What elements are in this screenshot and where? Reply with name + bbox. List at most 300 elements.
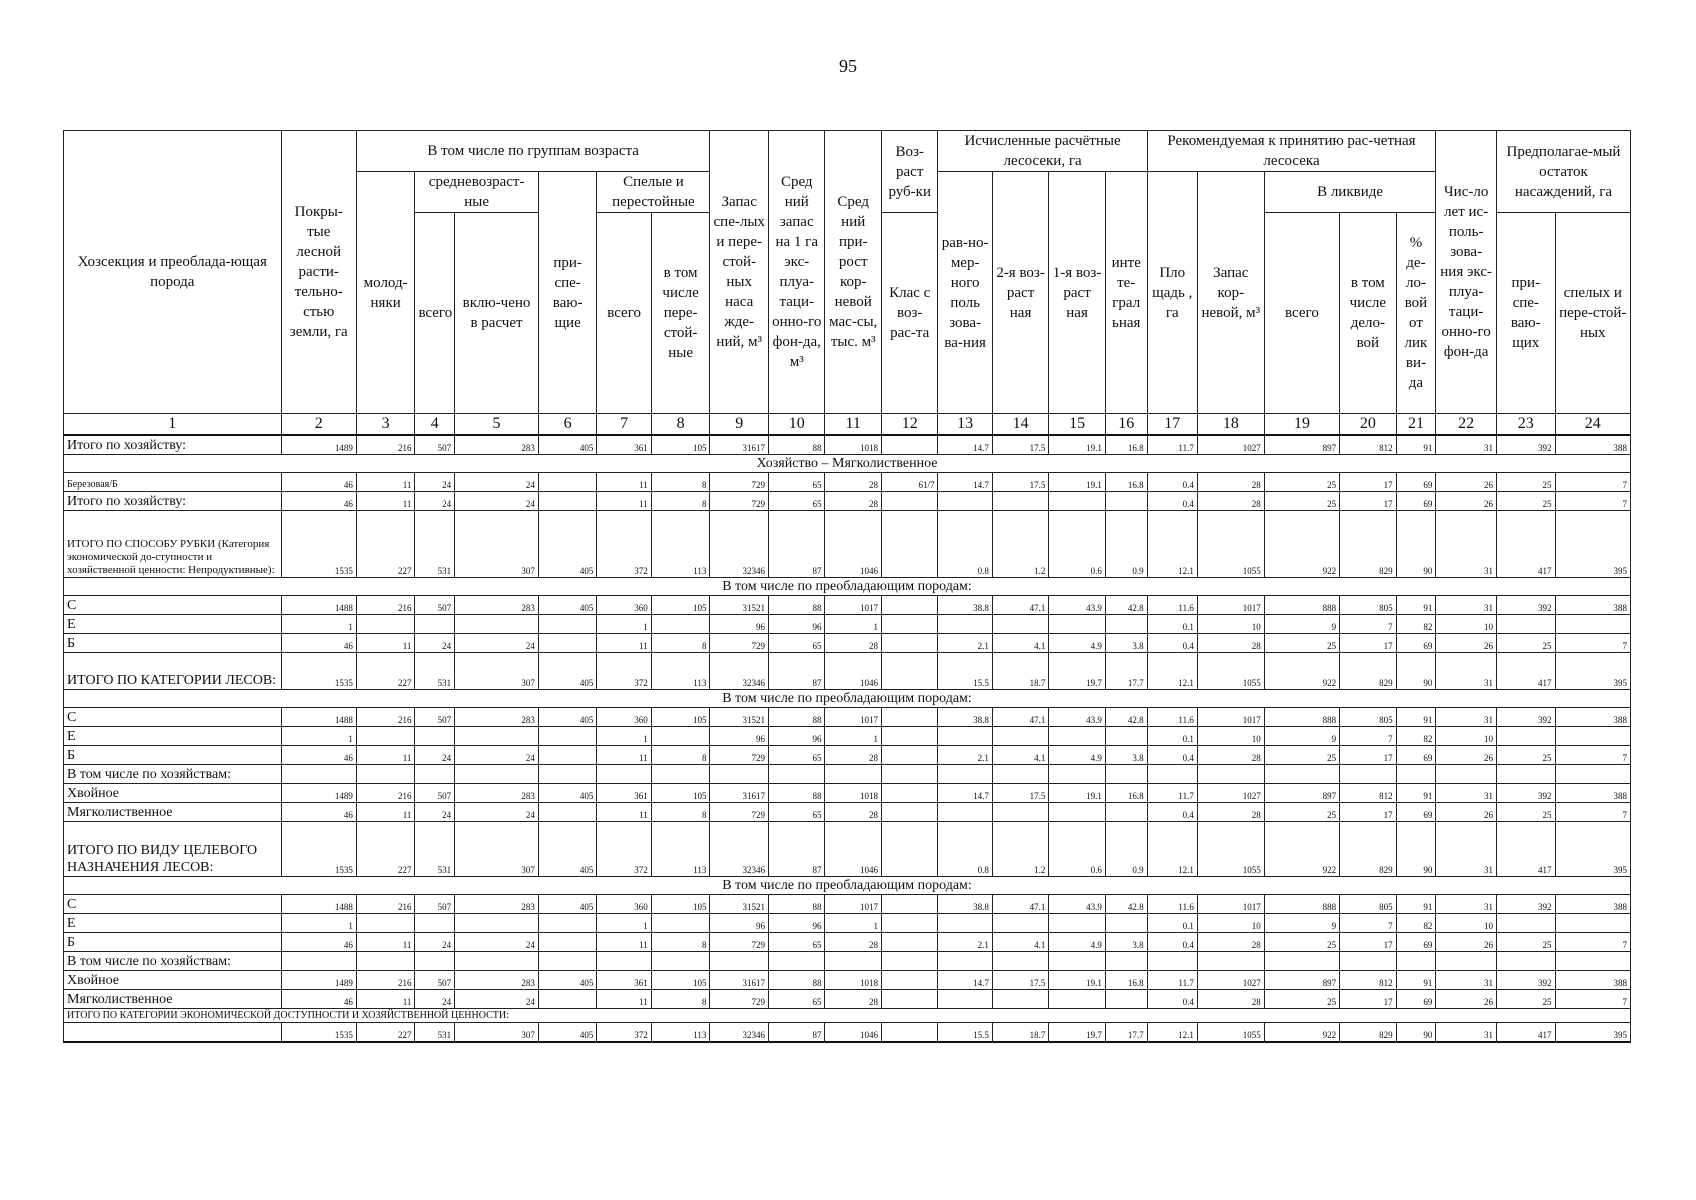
table-cell: 69 xyxy=(1396,933,1436,952)
table-cell xyxy=(1105,990,1147,1009)
table-cell: 18.7 xyxy=(992,653,1048,690)
table-cell: 1535 xyxy=(281,1023,356,1043)
table-cell: 11.7 xyxy=(1147,971,1197,990)
table-cell: 7 xyxy=(1555,473,1630,492)
table-cell: 11 xyxy=(356,473,415,492)
table-cell: 829 xyxy=(1340,822,1396,877)
table-cell: 88 xyxy=(769,435,825,455)
table-cell: 24 xyxy=(415,933,455,952)
row-label: Е xyxy=(64,615,282,634)
table-cell: 47.1 xyxy=(992,895,1048,914)
table-cell: 19.1 xyxy=(1049,784,1105,803)
table-cell: 17.5 xyxy=(992,784,1048,803)
column-number: 4 xyxy=(415,414,455,436)
table-cell: 1535 xyxy=(281,511,356,578)
table-cell: 216 xyxy=(356,435,415,455)
table-cell xyxy=(1496,914,1555,933)
table-cell: 729 xyxy=(710,473,769,492)
table-cell: 90 xyxy=(1396,653,1436,690)
table-cell xyxy=(938,615,992,634)
table-cell: 283 xyxy=(455,784,539,803)
table-cell: 0.4 xyxy=(1147,492,1197,511)
table-cell: 25 xyxy=(1496,634,1555,653)
header-young-stands: молод-няки xyxy=(356,172,415,414)
table-cell: 24 xyxy=(415,990,455,1009)
table-cell: 46 xyxy=(281,803,356,822)
table-cell xyxy=(538,473,597,492)
row-label: В том числе по хозяйствам: xyxy=(64,765,282,784)
table-cell: 11 xyxy=(356,803,415,822)
table-cell: 11.6 xyxy=(1147,708,1197,727)
table-cell: 405 xyxy=(538,822,597,877)
table-cell xyxy=(538,492,597,511)
table-cell: 42.8 xyxy=(1105,708,1147,727)
table-cell: 1 xyxy=(597,727,651,746)
table-cell: 0.9 xyxy=(1105,511,1147,578)
table-cell: 8 xyxy=(651,634,710,653)
table-cell: 11 xyxy=(597,803,651,822)
table-row xyxy=(64,473,1631,492)
table-cell: 507 xyxy=(415,596,455,615)
table-cell xyxy=(1049,803,1105,822)
header-second-age: 2-я воз-раст ная xyxy=(992,172,1048,414)
table-cell: 1046 xyxy=(825,1023,881,1043)
table-cell: 922 xyxy=(1264,511,1339,578)
table-cell: 405 xyxy=(538,653,597,690)
table-cell: 17 xyxy=(1340,990,1396,1009)
table-cell: 65 xyxy=(769,492,825,511)
table-cell: 26 xyxy=(1436,492,1497,511)
table-cell xyxy=(356,914,415,933)
table-row xyxy=(64,708,1631,727)
page-number: 95 xyxy=(839,56,857,76)
table-cell: 26 xyxy=(1436,634,1497,653)
table-cell xyxy=(1049,952,1105,971)
table-cell: 28 xyxy=(825,746,881,765)
table-cell: 28 xyxy=(1197,803,1264,822)
table-cell xyxy=(710,952,769,971)
table-cell: 0.4 xyxy=(1147,473,1197,492)
table-cell xyxy=(881,596,937,615)
table-cell: 8 xyxy=(651,473,710,492)
table-cell: 88 xyxy=(769,895,825,914)
table-cell: 405 xyxy=(538,895,597,914)
table-cell xyxy=(769,765,825,784)
column-number: 21 xyxy=(1396,414,1436,436)
column-number: 19 xyxy=(1264,414,1339,436)
table-cell: 392 xyxy=(1496,784,1555,803)
table-cell: 24 xyxy=(415,746,455,765)
table-cell xyxy=(881,511,937,578)
table-cell xyxy=(1049,765,1105,784)
table-row xyxy=(64,746,1631,765)
table-cell: 1 xyxy=(281,727,356,746)
table-cell: 17.5 xyxy=(992,971,1048,990)
section-heading: ИТОГО ПО КАТЕГОРИИ ЭКОНОМИЧЕСКОЙ ДОСТУПНОСТИ И ХОЗЯЙСТВЕННОЙ ЦЕННОСТИ: xyxy=(64,1009,1631,1023)
table-cell: 283 xyxy=(455,596,539,615)
table-cell xyxy=(281,952,356,971)
table-cell: 24 xyxy=(455,990,539,1009)
header-avg-growth: Сред ний при-рост кор-невой мас-сы, тыс. м³ xyxy=(825,131,881,414)
table-cell: 1535 xyxy=(281,822,356,877)
table-cell: 392 xyxy=(1496,435,1555,455)
table-cell: 922 xyxy=(1264,653,1339,690)
table-cell xyxy=(1340,952,1396,971)
column-number: 5 xyxy=(455,414,539,436)
table-cell: 31521 xyxy=(710,895,769,914)
table-cell: 360 xyxy=(597,895,651,914)
header-premature: при-спе-ваю-щие xyxy=(538,172,597,414)
table-cell: 14.7 xyxy=(938,784,992,803)
table-cell: 1 xyxy=(825,615,881,634)
table-cell: 31521 xyxy=(710,708,769,727)
table-cell: 113 xyxy=(651,511,710,578)
table-cell: 829 xyxy=(1340,1023,1396,1043)
table-cell: 0.4 xyxy=(1147,990,1197,1009)
table-cell: 28 xyxy=(1197,990,1264,1009)
table-cell: 28 xyxy=(825,933,881,952)
table-cell: 31521 xyxy=(710,596,769,615)
table-cell: 1017 xyxy=(1197,596,1264,615)
table-cell xyxy=(992,952,1048,971)
table-cell: 1 xyxy=(825,914,881,933)
table-cell xyxy=(881,803,937,822)
table-cell: 1055 xyxy=(1197,822,1264,877)
table-row xyxy=(64,596,1631,615)
table-cell: 91 xyxy=(1396,435,1436,455)
table-row xyxy=(64,653,1631,690)
table-cell: 14.7 xyxy=(938,971,992,990)
table-cell: 14.7 xyxy=(938,473,992,492)
table-cell: 805 xyxy=(1340,708,1396,727)
table-cell: 32346 xyxy=(710,822,769,877)
table-cell: 19.1 xyxy=(1049,971,1105,990)
table-cell: 10 xyxy=(1197,727,1264,746)
table-row xyxy=(64,727,1631,746)
table-cell xyxy=(415,727,455,746)
table-cell: 1055 xyxy=(1197,653,1264,690)
table-cell: 19.7 xyxy=(1049,1023,1105,1043)
table-cell: 19.7 xyxy=(1049,653,1105,690)
column-number: 13 xyxy=(938,414,992,436)
table-cell: 829 xyxy=(1340,653,1396,690)
table-cell: 69 xyxy=(1396,990,1436,1009)
table-cell xyxy=(538,746,597,765)
table-cell: 87 xyxy=(769,1023,825,1043)
table-cell: 25 xyxy=(1496,990,1555,1009)
forest-fund-table xyxy=(63,130,1631,1043)
table-cell: 0.1 xyxy=(1147,727,1197,746)
table-cell: 91 xyxy=(1396,971,1436,990)
table-cell: 87 xyxy=(769,822,825,877)
table-cell: 0.8 xyxy=(938,511,992,578)
column-number: 8 xyxy=(651,414,710,436)
table-cell: 25 xyxy=(1496,492,1555,511)
row-label: Мягколиственное xyxy=(64,990,282,1009)
table-cell xyxy=(1496,727,1555,746)
section-heading: В том числе по преобладающим породам: xyxy=(64,578,1631,596)
table-cell: 7 xyxy=(1555,990,1630,1009)
table-cell: 46 xyxy=(281,746,356,765)
table-cell: 283 xyxy=(455,971,539,990)
table-cell: 216 xyxy=(356,596,415,615)
table-cell xyxy=(1105,803,1147,822)
table-cell: 12.1 xyxy=(1147,511,1197,578)
table-cell: 96 xyxy=(769,914,825,933)
table-cell: 729 xyxy=(710,803,769,822)
table-cell: 372 xyxy=(597,653,651,690)
table-cell xyxy=(938,952,992,971)
table-cell: 405 xyxy=(538,1023,597,1043)
table-cell: 8 xyxy=(651,803,710,822)
table-cell: 388 xyxy=(1555,435,1630,455)
header-ripe-stock: Запас спе-лых и пере-стой-ных наса жде-ний, м³ xyxy=(710,131,769,414)
section-heading-row xyxy=(64,455,1631,473)
table-cell: 388 xyxy=(1555,784,1630,803)
header-liquid-business: в том числе дело-вой xyxy=(1340,213,1396,414)
column-number: 16 xyxy=(1105,414,1147,436)
row-label: Мягколиственное xyxy=(64,803,282,822)
table-cell xyxy=(992,803,1048,822)
table-cell xyxy=(538,914,597,933)
table-cell: 43.9 xyxy=(1049,895,1105,914)
table-cell xyxy=(881,971,937,990)
table-cell: 10 xyxy=(1436,914,1497,933)
table-cell: 28 xyxy=(1197,746,1264,765)
table-cell: 0.8 xyxy=(938,822,992,877)
table-cell: 28 xyxy=(825,990,881,1009)
column-number: 3 xyxy=(356,414,415,436)
table-cell: 12.1 xyxy=(1147,1023,1197,1043)
table-cell xyxy=(1049,990,1105,1009)
header-age-groups: В том числе по группам возраста xyxy=(356,131,710,172)
table-cell: 16.8 xyxy=(1105,784,1147,803)
table-cell: 7 xyxy=(1555,492,1630,511)
table-cell: 24 xyxy=(415,634,455,653)
header-area: Пло щадь , га xyxy=(1147,172,1197,414)
table-cell: 31 xyxy=(1436,1023,1497,1043)
table-cell: 405 xyxy=(538,784,597,803)
table-cell xyxy=(356,727,415,746)
table-cell: 25 xyxy=(1264,990,1339,1009)
section-heading: Хозяйство – Мягколиственное xyxy=(64,455,1631,473)
table-cell xyxy=(281,765,356,784)
table-cell: 16.8 xyxy=(1105,473,1147,492)
table-cell: 7 xyxy=(1340,727,1396,746)
table-cell: 17.7 xyxy=(1105,653,1147,690)
table-cell: 8 xyxy=(651,492,710,511)
row-label: Хвойное xyxy=(64,784,282,803)
table-cell xyxy=(1555,727,1630,746)
table-cell: 388 xyxy=(1555,596,1630,615)
table-cell: 1017 xyxy=(825,895,881,914)
table-cell: 283 xyxy=(455,895,539,914)
table-cell xyxy=(356,952,415,971)
table-cell xyxy=(881,990,937,1009)
table-cell: 10 xyxy=(1197,914,1264,933)
table-cell: 16.8 xyxy=(1105,435,1147,455)
header-remain-premature: при-спе-ваю-щих xyxy=(1496,213,1555,414)
table-cell: 31 xyxy=(1436,435,1497,455)
table-cell: 7 xyxy=(1340,615,1396,634)
table-cell: 283 xyxy=(455,708,539,727)
table-cell: 69 xyxy=(1396,634,1436,653)
table-cell: 82 xyxy=(1396,615,1436,634)
table-cell xyxy=(825,765,881,784)
table-cell: 28 xyxy=(1197,492,1264,511)
table-cell: 47.1 xyxy=(992,708,1048,727)
table-cell xyxy=(1105,914,1147,933)
table-cell xyxy=(881,634,937,653)
table-cell: 65 xyxy=(769,933,825,952)
row-label: Итого по хозяйству: xyxy=(64,435,282,455)
table-cell xyxy=(415,914,455,933)
table-cell xyxy=(1396,765,1436,784)
table-cell: 897 xyxy=(1264,971,1339,990)
table-cell: 105 xyxy=(651,784,710,803)
table-cell: 9 xyxy=(1264,727,1339,746)
table-cell: 65 xyxy=(769,990,825,1009)
table-cell: 25 xyxy=(1496,933,1555,952)
table-cell: 25 xyxy=(1496,803,1555,822)
section-heading-row xyxy=(64,578,1631,596)
table-cell: 96 xyxy=(710,615,769,634)
table-cell: 1489 xyxy=(281,435,356,455)
table-row xyxy=(64,822,1631,877)
table-cell: 17 xyxy=(1340,492,1396,511)
table-cell: 19.1 xyxy=(1049,435,1105,455)
header-middle-aged: средневозраст-ные xyxy=(415,172,538,213)
row-label: С xyxy=(64,895,282,914)
section-heading-row xyxy=(64,690,1631,708)
table-cell: 38.8 xyxy=(938,596,992,615)
table-cell: 1489 xyxy=(281,971,356,990)
table-cell: 28 xyxy=(1197,473,1264,492)
table-cell: 392 xyxy=(1496,596,1555,615)
table-cell xyxy=(1496,952,1555,971)
table-cell xyxy=(938,765,992,784)
table-cell: 43.9 xyxy=(1049,596,1105,615)
table-cell: 11 xyxy=(356,634,415,653)
table-cell: 405 xyxy=(538,596,597,615)
table-cell: 897 xyxy=(1264,784,1339,803)
table-cell xyxy=(992,492,1048,511)
table-cell: 31 xyxy=(1436,596,1497,615)
table-cell: 372 xyxy=(597,1023,651,1043)
table-cell: 7 xyxy=(1555,933,1630,952)
table-cell: 729 xyxy=(710,492,769,511)
row-label: Б xyxy=(64,933,282,952)
header-remain-ripe: спелых и пере-стой-ных xyxy=(1555,213,1630,414)
table-cell: 46 xyxy=(281,473,356,492)
table-cell: 8 xyxy=(651,990,710,1009)
table-cell: 69 xyxy=(1396,803,1436,822)
table-row xyxy=(64,511,1631,578)
table-cell xyxy=(538,634,597,653)
table-cell: 11 xyxy=(356,492,415,511)
table-cell: 392 xyxy=(1496,708,1555,727)
table-cell: 2.1 xyxy=(938,634,992,653)
table-cell: 65 xyxy=(769,634,825,653)
table-cell: 3.8 xyxy=(1105,634,1147,653)
table-cell: 227 xyxy=(356,511,415,578)
table-cell: 1 xyxy=(597,615,651,634)
table-cell: 531 xyxy=(415,511,455,578)
table-cell: 388 xyxy=(1555,971,1630,990)
table-cell: 11.6 xyxy=(1147,895,1197,914)
table-row xyxy=(64,1023,1631,1043)
header-overmature: в том числе пере-стой-ные xyxy=(651,213,710,414)
table-cell xyxy=(1049,615,1105,634)
row-label: Хвойное xyxy=(64,971,282,990)
table-cell: 11.7 xyxy=(1147,784,1197,803)
table-cell xyxy=(538,727,597,746)
column-number: 22 xyxy=(1436,414,1497,436)
table-row xyxy=(64,492,1631,511)
table-cell: 90 xyxy=(1396,822,1436,877)
table-cell xyxy=(938,492,992,511)
column-number: 6 xyxy=(538,414,597,436)
table-cell xyxy=(455,952,539,971)
table-cell: 7 xyxy=(1340,914,1396,933)
table-cell xyxy=(356,615,415,634)
row-label: ИТОГО ПО ВИДУ ЦЕЛЕВОГО НАЗНАЧЕНИЯ ЛЕСОВ: xyxy=(64,822,282,877)
table-cell xyxy=(1197,952,1264,971)
table-row xyxy=(64,990,1631,1009)
section-heading-row xyxy=(64,877,1631,895)
header-ripe-total: всего xyxy=(597,213,651,414)
table-cell: 922 xyxy=(1264,1023,1339,1043)
table-cell: 4.9 xyxy=(1049,634,1105,653)
table-cell xyxy=(1264,765,1339,784)
table-cell xyxy=(1555,765,1630,784)
table-cell: 1017 xyxy=(1197,895,1264,914)
table-cell xyxy=(1105,492,1147,511)
table-cell: 28 xyxy=(825,492,881,511)
table-cell: 0.4 xyxy=(1147,803,1197,822)
table-cell: 0.4 xyxy=(1147,746,1197,765)
table-cell: 96 xyxy=(769,727,825,746)
table-cell: 90 xyxy=(1396,511,1436,578)
table-cell: 32346 xyxy=(710,511,769,578)
table-cell: 227 xyxy=(356,653,415,690)
table-cell: 28 xyxy=(825,803,881,822)
table-cell: 87 xyxy=(769,653,825,690)
table-cell: 31 xyxy=(1436,971,1497,990)
table-cell xyxy=(651,952,710,971)
table-cell: 417 xyxy=(1496,1023,1555,1043)
table-cell: 31 xyxy=(1436,653,1497,690)
table-cell xyxy=(1105,765,1147,784)
table-cell: 9 xyxy=(1264,615,1339,634)
table-cell xyxy=(881,492,937,511)
table-cell: 360 xyxy=(597,596,651,615)
row-label: С xyxy=(64,596,282,615)
table-cell: 417 xyxy=(1496,511,1555,578)
table-cell xyxy=(597,952,651,971)
table-cell: 69 xyxy=(1396,473,1436,492)
table-cell xyxy=(1436,765,1497,784)
table-cell xyxy=(415,765,455,784)
table-cell: 61/7 xyxy=(881,473,937,492)
table-cell: 216 xyxy=(356,971,415,990)
table-cell: 405 xyxy=(538,435,597,455)
column-number: 24 xyxy=(1555,414,1630,436)
table-cell xyxy=(1396,952,1436,971)
table-row xyxy=(64,784,1631,803)
table-cell xyxy=(1555,914,1630,933)
table-cell: 507 xyxy=(415,895,455,914)
